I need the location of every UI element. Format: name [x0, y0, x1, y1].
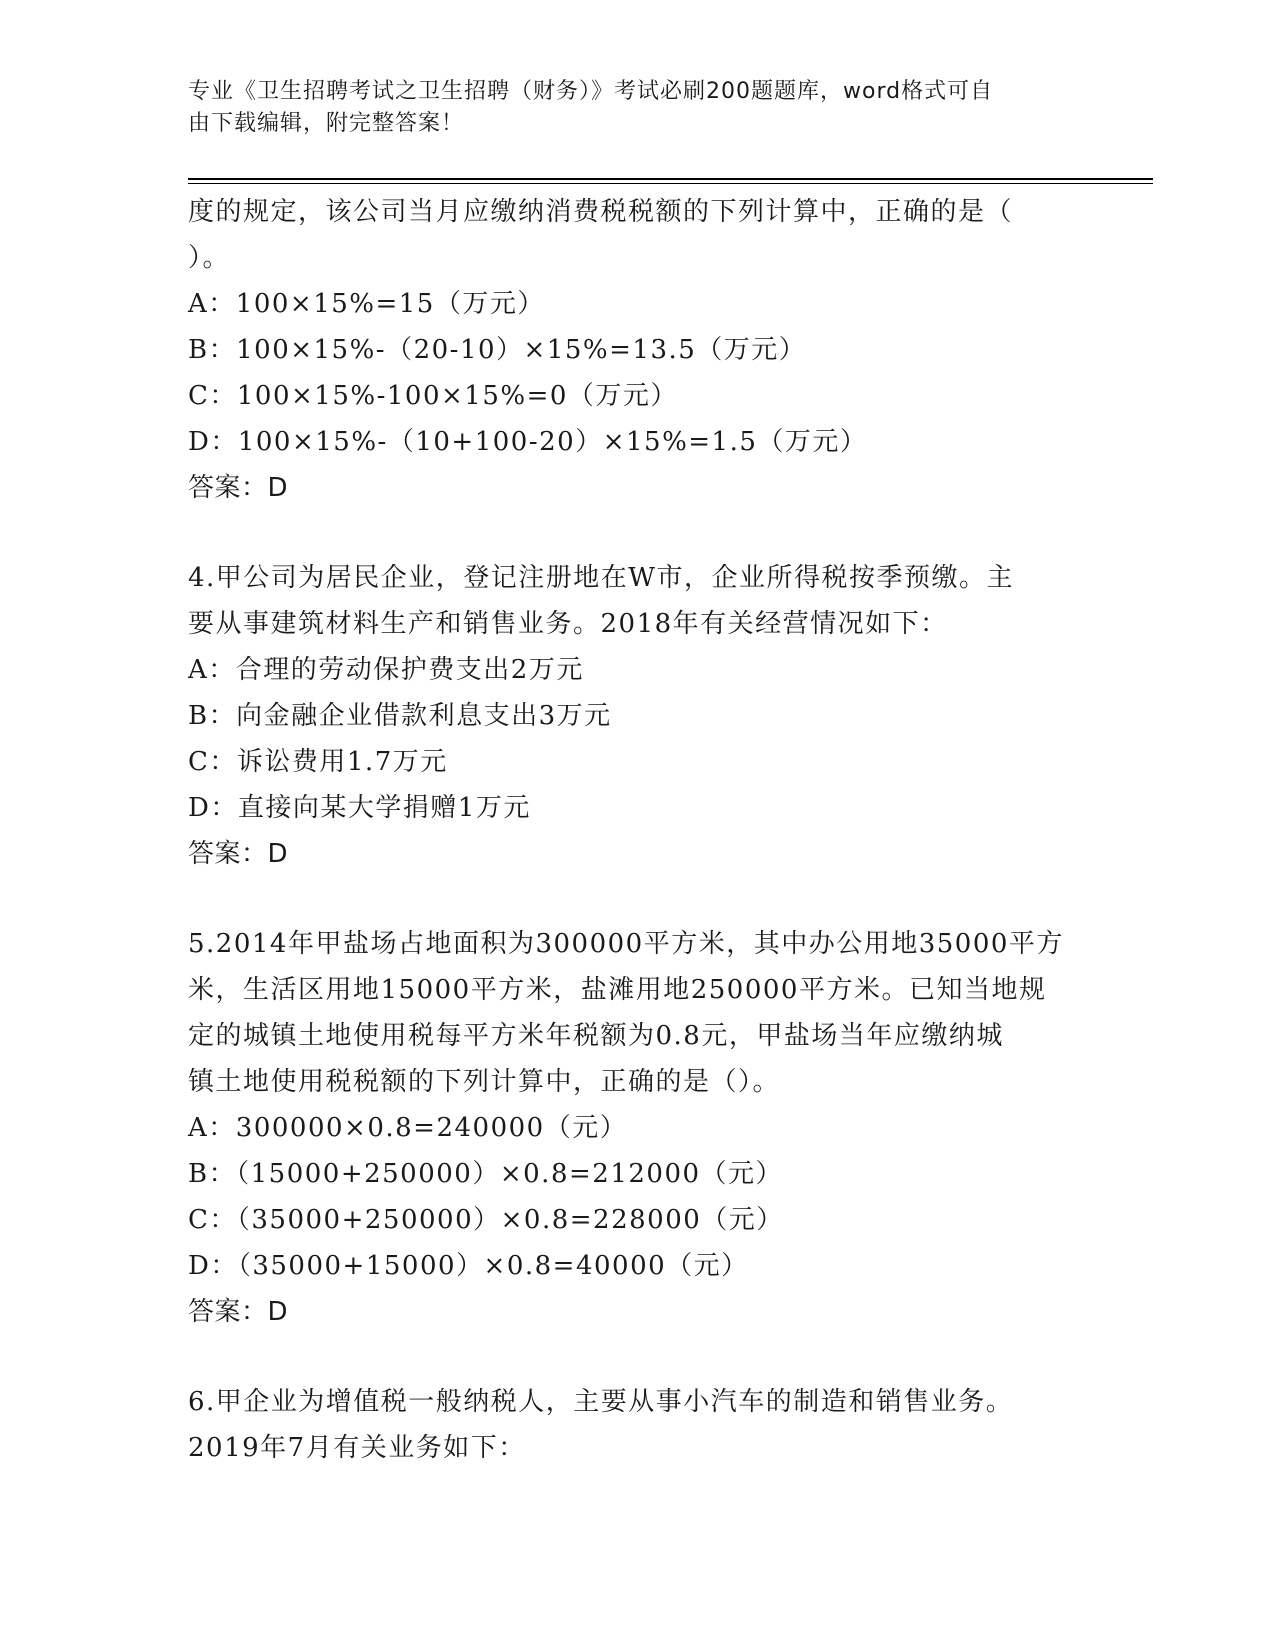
question-spacer [188, 1335, 1068, 1379]
option-d: D：100×15%-（10+100-20）×15%=1.5（万元） [188, 427, 868, 457]
option-b: B：100×15%-（20-10）×15%=13.5（万元） [188, 335, 807, 365]
question-6 [188, 1379, 1068, 1471]
question-stem-line: 2019年7月有关业务如下： [188, 1433, 526, 1463]
header-divider-thick [188, 178, 1153, 180]
answer-line: 答案：D [188, 473, 289, 503]
option-b: B：向金融企业借款利息支出3万元 [188, 701, 612, 731]
option-d: D：（35000+15000）×0.8=40000（元） [188, 1251, 749, 1281]
option-c: C：100×15%-100×15%=0（万元） [188, 381, 678, 411]
question-stem-line: 要从事建筑材料生产和销售业务。2018年有关经营情况如下： [188, 609, 948, 639]
question-stem-line: 米，生活区用地15000平方米，盐滩用地250000平方米。已知当地规 [188, 975, 1047, 1005]
document-header [188, 76, 1068, 140]
option-d: D：直接向某大学捐赠1万元 [188, 793, 531, 823]
document-body [188, 189, 1068, 1471]
option-a: A：300000×0.8=240000（元） [188, 1113, 628, 1143]
option-c: C：诉讼费用1.7万元 [188, 747, 448, 777]
answer-line: 答案：D [188, 1297, 289, 1327]
header-divider-thin [188, 183, 1153, 184]
question-stem-line: 定的城镇土地使用税每平方米年税额为0.8元，甲盐场当年应缴纳城 [188, 1021, 1004, 1051]
question-stem-line: 5.2014年甲盐场占地面积为300000平方米，其中办公用地35000平方 [188, 929, 1064, 959]
header-line-1: 专业《卫生招聘考试之卫生招聘（财务）》考试必刷200题题库，word格式可自 [188, 79, 994, 104]
question-5 [188, 921, 1068, 1335]
question-4 [188, 555, 1068, 877]
option-a: A：100×15%=15（万元） [188, 289, 545, 319]
header-line-2: 由下载编辑，附完整答案！ [188, 111, 465, 136]
question-stem-line: 6.甲企业为增值税一般纳税人，主要从事小汽车的制造和销售业务。 [188, 1387, 1014, 1417]
question-stem-line: 4.甲公司为居民企业，登记注册地在W市，企业所得税按季预缴。主 [188, 563, 1015, 593]
option-a: A：合理的劳动保护费支出2万元 [188, 655, 584, 685]
question-stem-line: 度的规定，该公司当月应缴纳消费税税额的下列计算中，正确的是（ [188, 197, 1014, 227]
option-b: B：（15000+250000）×0.8=212000（元） [188, 1159, 784, 1189]
question-stem-line: ）。 [188, 243, 231, 273]
question-spacer [188, 877, 1068, 921]
question-stem-line: 镇土地使用税税额的下列计算中，正确的是（）。 [188, 1067, 781, 1097]
answer-line: 答案：D [188, 839, 289, 869]
option-c: C：（35000+250000）×0.8=228000（元） [188, 1205, 784, 1235]
question-spacer [188, 511, 1068, 555]
question-3 [188, 189, 1068, 511]
